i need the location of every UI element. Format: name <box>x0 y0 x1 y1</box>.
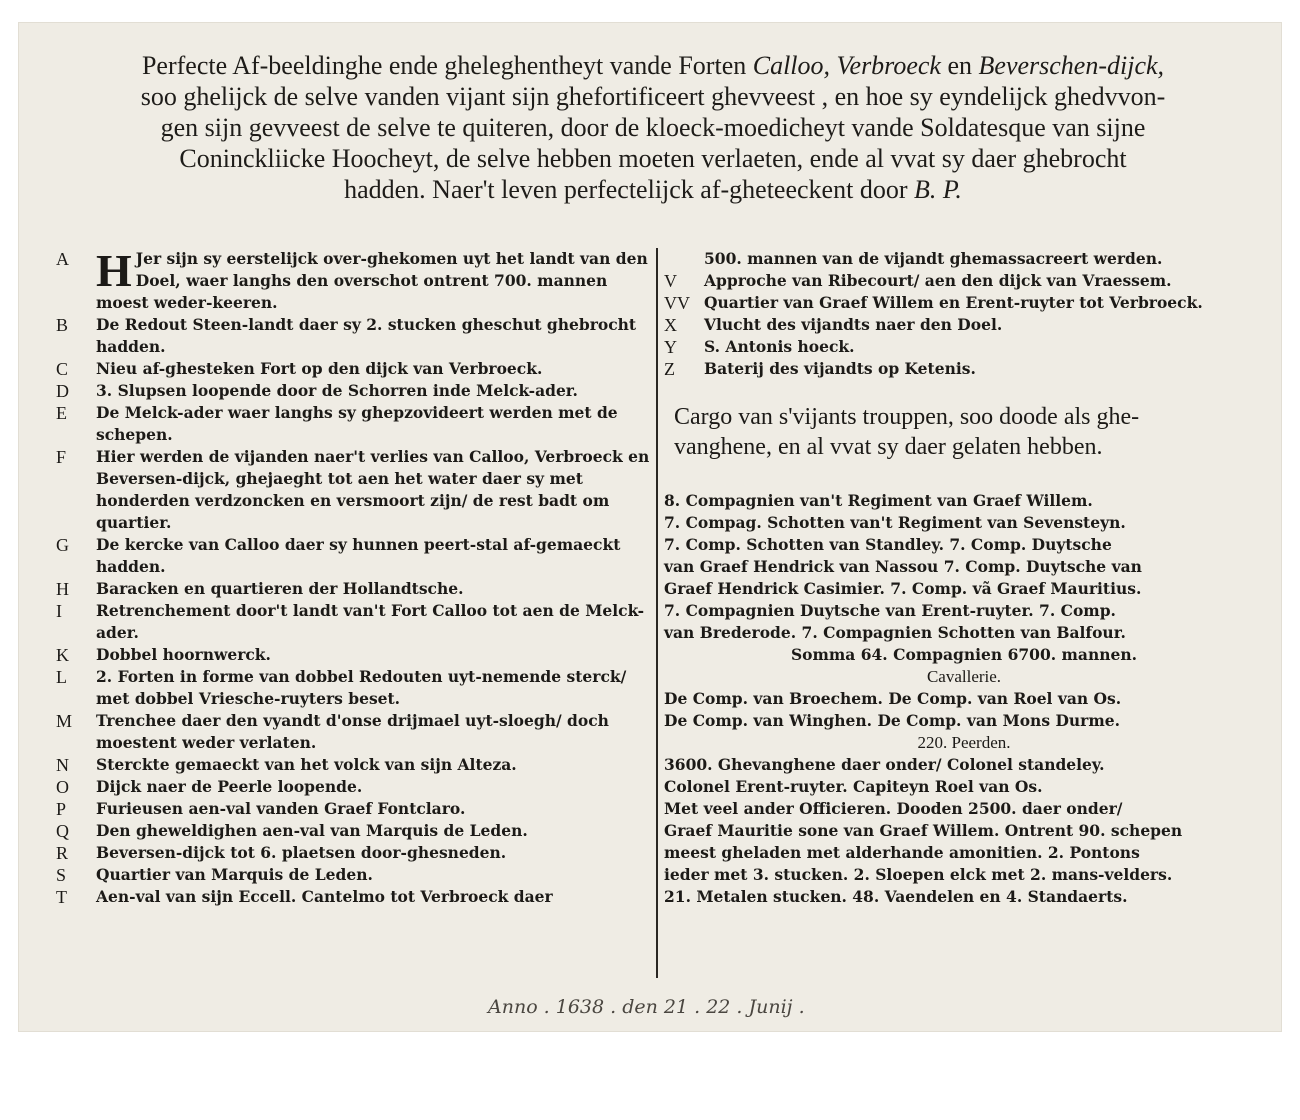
peerden-line: 220. Peerden. <box>917 733 1011 752</box>
printed-sheet <box>18 22 1282 1032</box>
title-line-4: Coninckliicke Hoocheyt, de selve hebben moeten verlaeten, ende al vvat sy daer ghebrocht <box>179 144 1127 173</box>
company-line: Graef Hendrick Casimier. 7. Comp. vã Graef Mauritius. <box>664 579 1142 598</box>
legend-entry-i: I Retrenchement door't landt van't Fort Calloo tot aen de Melck-ader. <box>56 601 645 642</box>
title-forts-italic: Calloo, Verbroeck <box>752 51 941 80</box>
legend-entry-z: Z Baterij des vijandts op Ketenis. <box>664 359 976 379</box>
legend-entry-f: F Hier werden de vijanden naer't verlies van Calloo, Verbroeck en Beversen-dijck, ghejaeght tot aen het water daer sy met honderden verdzoncken en versmoort zijn/ de rest badt om quartier. <box>56 447 650 532</box>
closing-line: Met veel ander Officieren. Dooden 2500. daer onder/ <box>664 799 1123 818</box>
company-line: 8. Compagnien van't Regiment van Graef Willem. <box>664 491 1093 510</box>
legend-entry-l: L 2. Forten in forme van dobbel Redouten uyt-nemende sterck/ met dobbel Vriesche-ruyters beset. <box>56 667 627 708</box>
title-line-2: soo ghelijck de selve vanden vijant sijn ghefortificeert ghevveest , en hoe sy eyndelijck ghedvvon- <box>140 82 1166 111</box>
title-line-1: Perfecte Af-beeldinghe ende gheleghentheyt vande Forten Calloo, Verbroeck en Beverschen-dijck, <box>141 51 1165 80</box>
legend-entry-h: H Baracken en quartieren der Hollandtsche. <box>56 579 464 599</box>
title-dijck-italic: Beverschen-dijck, <box>978 51 1165 80</box>
legend-entry-p: P Furieusen aen-val vanden Graef Fontclaro. <box>56 799 466 819</box>
cavalry-line: De Comp. van Broechem. De Comp. van Roel van Os. <box>664 689 1122 708</box>
legend-entry-g: G De kercke van Calloo daer sy hunnen peert-stal af-gemaeckt hadden. <box>56 535 621 576</box>
legend-entry-d: D 3. Slupsen loopende door de Schorren inde Melck-ader. <box>56 381 578 401</box>
cavalry-line: De Comp. van Winghen. De Comp. van Mons Durme. <box>664 711 1120 730</box>
cargo-heading: Cargo van s'vijants trouppen, soo doode als ghe- vanghene, en al vvat sy daer gelaten hebben. <box>674 404 1140 460</box>
document-title <box>58 50 1248 205</box>
legend-entry-y: Y S. Antonis hoeck. <box>664 337 855 357</box>
legend-entry-vv: VV Quartier van Graef Willem en Erent-ruyter tot Verbroeck. <box>664 293 1203 313</box>
legend-entry-o: O Dijck naer de Peerle loopende. <box>56 777 363 797</box>
closing-line: Colonel Erent-ruyter. Capiteyn Roel van Os. <box>664 777 1043 796</box>
cavallerie-heading: Cavallerie. <box>926 667 1002 686</box>
legend-entry-m: M Trenchee daer den vyandt d'onse drijmael uyt-sloegh/ doch moestent weder verlaten. <box>56 711 609 752</box>
closing-line: ieder met 3. stucken. 2. Sloepen elck met 2. mans-velders. <box>664 865 1173 884</box>
legend-entry-t-continued: 500. mannen van de vijandt ghemassacreert werden. <box>704 249 1163 268</box>
company-line: van Graef Hendrick van Nassou 7. Comp. Duytsche van <box>664 557 1142 576</box>
title-line-5: hadden. Naer't leven perfectelijck af-gheteeckent door B. P. <box>344 175 962 204</box>
legend-entry-q: Q Den gheweldighen aen-val van Marquis de Leden. <box>56 821 528 841</box>
company-line: 7. Comp. Schotten van Standley. 7. Comp. Duytsche <box>664 535 1112 554</box>
author-initials: B. P. <box>913 175 962 204</box>
legend-left-column <box>56 245 656 908</box>
column-divider <box>656 248 658 978</box>
legend-entry-e: E De Melck-ader waer langhs sy ghepzovideert werden met de schepen. <box>56 403 618 444</box>
legend-entry-c: C Nieu af-ghesteken Fort op den dijck van Verbroeck. <box>56 359 543 379</box>
legend-entry-b: B De Redout Steen-landt daer sy 2. stucken gheschut ghebrocht hadden. <box>56 315 637 356</box>
summa-line: Somma 64. Compagnien 6700. mannen. <box>790 645 1138 664</box>
legend-entry-r: R Beversen-dijck tot 6. plaetsen door-ghesneden. <box>56 843 507 863</box>
legend-right-column <box>664 248 1264 908</box>
legend-entry-t: T Aen-val van sijn Eccell. Cantelmo tot Verbroeck daer <box>56 887 553 907</box>
legend-entry-x: X Vlucht des vijandts naer den Doel. <box>664 315 1003 335</box>
drop-cap: H <box>96 245 132 296</box>
closing-list <box>664 754 1264 908</box>
closing-line: 3600. Ghevanghene daer onder/ Colonel standeley. <box>664 755 1105 774</box>
handwritten-date: Anno . 1638 . den 21 . 22 . Junij . <box>488 996 805 1018</box>
company-line: 7. Compag. Schotten van't Regiment van Sevensteyn. <box>664 513 1126 532</box>
legend-entry-s: S Quartier van Marquis de Leden. <box>56 865 373 885</box>
title-line-3: gen sijn gevveest de selve te quiteren, door de kloeck-moedicheyt vande Soldatesque van sijne <box>160 113 1146 142</box>
closing-line: meest gheladen met alderhande amonitien. 2. Pontons <box>664 843 1140 862</box>
company-list <box>664 490 1264 644</box>
legend-entry-a: A H Jer sijn sy eerstelijck over-ghekomen uyt het landt van den Doel, waer langhs den overschot ontrent 700. mannen moest weder-keeren. <box>56 245 648 312</box>
legend-entry-v: V Approche van Ribecourt/ aen den dijck van Vraessem. <box>664 271 1172 291</box>
company-line: 7. Compagnien Duytsche van Erent-ruyter. 7. Comp. <box>664 601 1116 620</box>
company-line: van Brederode. 7. Compagnien Schotten van Balfour. <box>664 623 1126 642</box>
legend-entry-k: K Dobbel hoornwerck. <box>56 645 271 665</box>
closing-line: 21. Metalen stucken. 48. Vaendelen en 4. Standaerts. <box>664 887 1128 906</box>
closing-line: Graef Mauritie sone van Graef Willem. Ontrent 90. schepen <box>664 821 1183 840</box>
legend-entry-n: N Stercktе gemaeckt van het volck van sijn Alteza. <box>56 755 517 775</box>
